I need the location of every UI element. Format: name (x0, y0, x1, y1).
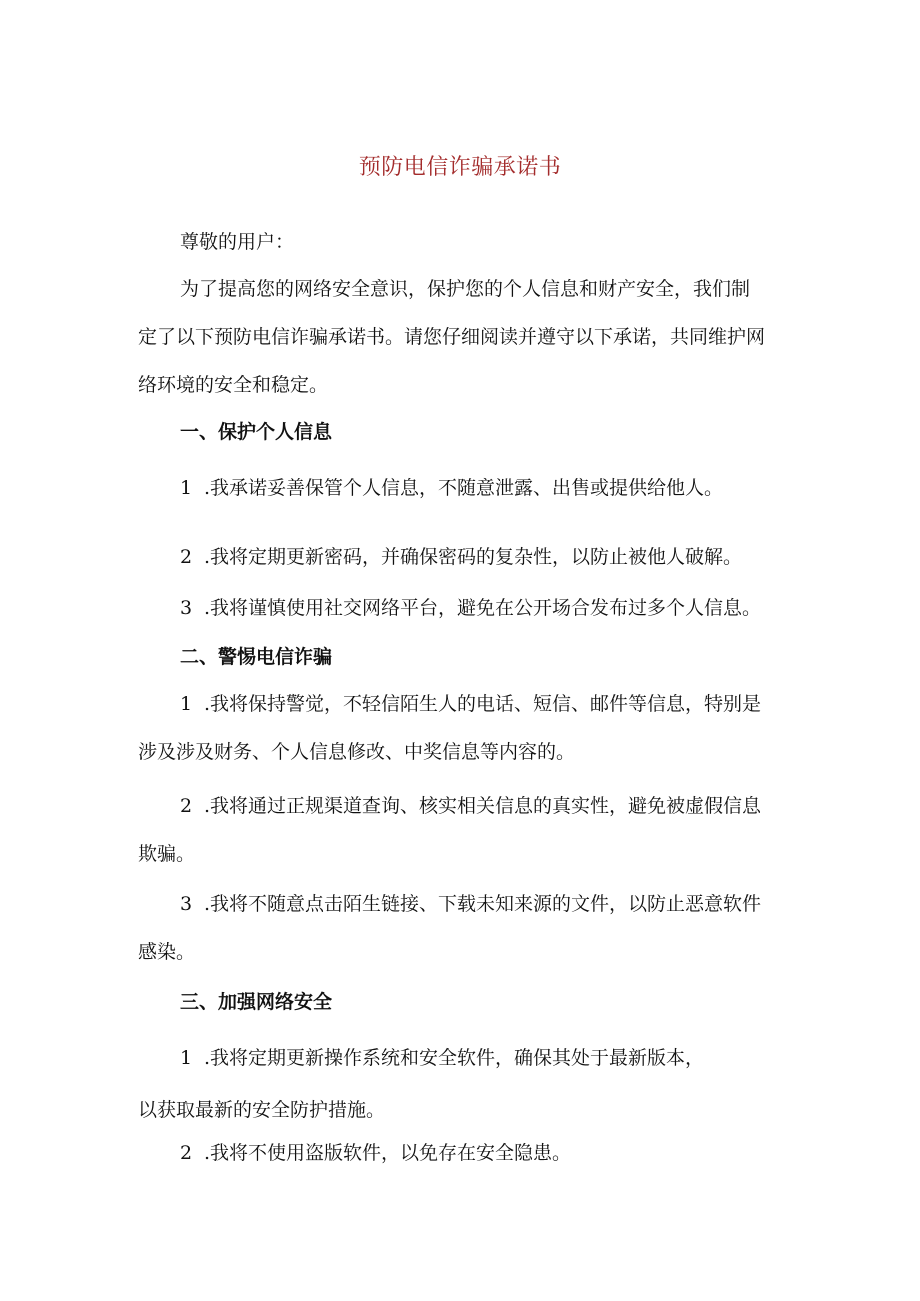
item-text: .我将谨慎使用社交网络平台，避免在公开场合发布过多个人信息。 (204, 597, 762, 619)
section-heading-3: 三、加强网络安全 (180, 991, 333, 1013)
item-continuation: 以获取最新的安全防护措施。 (138, 1099, 386, 1121)
list-item (180, 794, 761, 818)
item-number: 2 (180, 546, 193, 568)
list-item (180, 692, 761, 716)
item-number: 1 (180, 1047, 193, 1069)
list-item (180, 596, 761, 620)
item-text: .我将通过正规渠道查询、核实相关信息的真实性，避免被虚假信息 (204, 795, 762, 817)
section-heading-2: 二、警惕电信诈骗 (180, 646, 333, 668)
item-text: .我将保持警觉，不轻信陌生人的电话、短信、邮件等信息，特别是 (204, 693, 762, 715)
item-number: 2 (180, 795, 193, 817)
list-item (180, 476, 723, 500)
item-text: .我将定期更新密码，并确保密码的复杂性，以防止被他人破解。 (204, 546, 743, 568)
item-number: 1 (180, 693, 193, 715)
item-number: 1 (180, 477, 193, 499)
list-item (180, 545, 742, 569)
intro-line-3: 络环境的安全和稳定。 (138, 374, 329, 396)
item-continuation: 欺骗。 (138, 843, 196, 865)
item-number: 2 (180, 1142, 193, 1164)
list-item (180, 1046, 704, 1070)
item-text: .我承诺妥善保管个人信息，不随意泄露、出售或提供给他人。 (204, 477, 724, 499)
section-heading-1: 一、保护个人信息 (180, 421, 333, 443)
list-item (180, 1141, 571, 1165)
item-number: 3 (180, 893, 193, 915)
intro-line-2: 定了以下预防电信诈骗承诺书。请您仔细阅读并遵守以下承诺，共同维护网 (138, 326, 766, 348)
item-text: .我将不使用盗版软件，以免存在安全隐患。 (204, 1142, 572, 1164)
list-item (180, 892, 761, 916)
item-continuation: 涉及涉及财务、个人信息修改、中奖信息等内容的。 (138, 741, 576, 763)
item-continuation: 感染。 (138, 941, 196, 963)
item-text: .我将不随意点击陌生链接、下载未知来源的文件，以防止恶意软件 (204, 893, 762, 915)
greeting: 尊敬的用户： (180, 231, 295, 253)
intro-line-1: 为了提高您的网络安全意识，保护您的个人信息和财产安全，我们制 (180, 278, 751, 300)
document-title: 预防电信诈骗承诺书 (358, 155, 562, 180)
item-number: 3 (180, 597, 193, 619)
item-text: .我将定期更新操作系统和安全软件，确保其处于最新版本， (204, 1047, 705, 1069)
